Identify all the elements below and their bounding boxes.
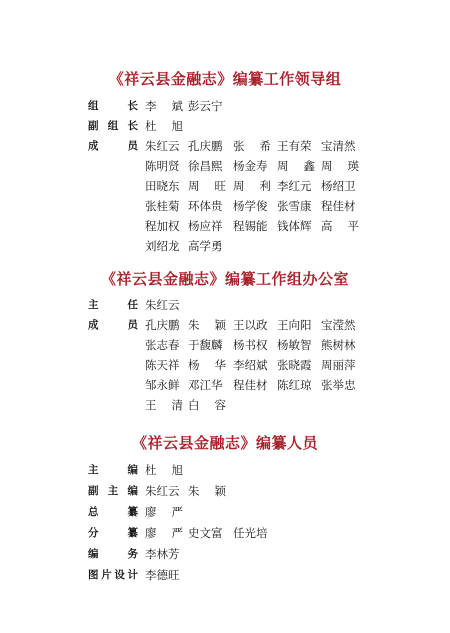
person-name: 王 有 荣 [277,139,312,153]
person-name: 周 丽 萍 [321,358,356,372]
person-name: 杨 学 俊 [233,199,268,213]
person-name: 杨 书 权 [233,338,268,352]
roster-row [0,460,450,480]
role-label: 总 纂 [88,506,138,518]
role-label: 编 务 [88,548,138,560]
person-name: 王 以 政 [233,318,268,332]
person-name: 周 瑛 [321,159,359,173]
role-label: 主 任 [88,299,138,311]
section-title: 《祥云县金融志》编纂工作领导组 [108,70,342,88]
person-name: 杜 旭 [145,463,183,477]
role-label: 成 员 [88,140,138,152]
section-title: 《祥云县金融志》编纂工作组办公室 [100,270,349,288]
person-name: 任 光 培 [233,526,268,540]
roster-row [0,502,450,522]
person-name: 程 佳 材 [233,378,268,392]
person-name: 孔 庆 鹏 [188,139,223,153]
person-name: 廖 严 [145,505,183,519]
person-name: 程 加 权 [145,219,180,233]
roster-row [0,523,450,543]
person-name: 李 红 元 [277,179,312,193]
role-label: 组 长 [88,100,138,112]
roster-row [0,176,450,196]
person-name: 白 容 [188,398,226,412]
person-name: 朱 红 云 [145,298,180,312]
person-name: 钱 体 辉 [277,219,312,233]
person-name: 张 晓 霞 [277,358,312,372]
role-label: 成 员 [88,319,138,331]
role-label: 分 纂 [88,527,138,539]
person-name: 宝 清 然 [321,139,356,153]
person-name: 杨 绍 卫 [321,179,356,193]
person-name: 环 体 贵 [188,199,223,213]
roster-row [0,315,450,335]
roster-row [0,335,450,355]
person-name: 李 斌 [145,99,183,113]
person-name: 杨 华 [188,358,226,372]
person-name: 张 举 忠 [321,378,356,392]
person-name: 杨 金 寿 [233,159,268,173]
roster-row [0,96,450,116]
person-name: 徐 昌 熙 [188,159,223,173]
person-name: 朱 红 云 [145,139,180,153]
roster-row [0,236,450,256]
person-name: 程 佳 材 [321,199,356,213]
person-name: 陈 红 琼 [277,378,312,392]
person-name: 孔 庆 鹏 [145,318,180,332]
roster-row [0,216,450,236]
person-name: 程 锡 能 [233,219,268,233]
person-name: 杜 旭 [145,119,183,133]
person-name: 张 志 春 [145,338,180,352]
person-name: 李 绍 斌 [233,358,268,372]
person-name: 王 向 阳 [277,318,312,332]
person-name: 于 馥 麟 [188,338,223,352]
role-label: 图 片 设 计 [88,569,138,581]
person-name: 张 桂 菊 [145,199,180,213]
roster-row [0,136,450,156]
role-label: 主 编 [88,464,138,476]
person-name: 彭 云 宁 [188,99,223,113]
person-name: 李 林 芳 [145,547,180,561]
person-name: 陈 天 祥 [145,358,180,372]
person-name: 张 希 [233,139,271,153]
person-name: 李 德 旺 [145,568,180,582]
roster-row [0,395,450,415]
role-label: 副 组 长 [88,120,138,132]
person-name: 王 清 [145,398,183,412]
person-name: 陈 明 贤 [145,159,180,173]
section-title: 《祥云县金融志》编纂人员 [131,434,318,452]
person-name: 周 旺 [188,179,226,193]
person-name: 熊 树 林 [321,338,356,352]
person-name: 邹 永 鲜 [145,378,180,392]
person-name: 刘 绍 龙 [145,239,180,253]
person-name: 周 利 [233,179,271,193]
person-name: 史 文 富 [188,526,223,540]
person-name: 张 雪 康 [277,199,312,213]
person-name: 周 鑫 [277,159,315,173]
role-label: 副 主 编 [88,485,138,497]
roster-row [0,481,450,501]
person-name: 高 学 勇 [188,239,223,253]
roster-row [0,375,450,395]
person-name: 朱 红 云 [145,484,180,498]
person-name: 朱 颖 [188,318,226,332]
roster-row [0,196,450,216]
person-name: 宝 滢 然 [321,318,356,332]
person-name: 朱 颖 [188,484,226,498]
person-name: 廖 严 [145,526,183,540]
roster-row [0,565,450,585]
roster-row [0,156,450,176]
person-name: 田 晓 东 [145,179,180,193]
person-name: 杨 应 祥 [188,219,223,233]
person-name: 杨 敏 智 [277,338,312,352]
person-name: 邓 江 华 [188,378,223,392]
roster-row [0,295,450,315]
roster-row [0,544,450,564]
roster-row [0,355,450,375]
roster-row [0,116,450,136]
person-name: 高 平 [321,219,359,233]
